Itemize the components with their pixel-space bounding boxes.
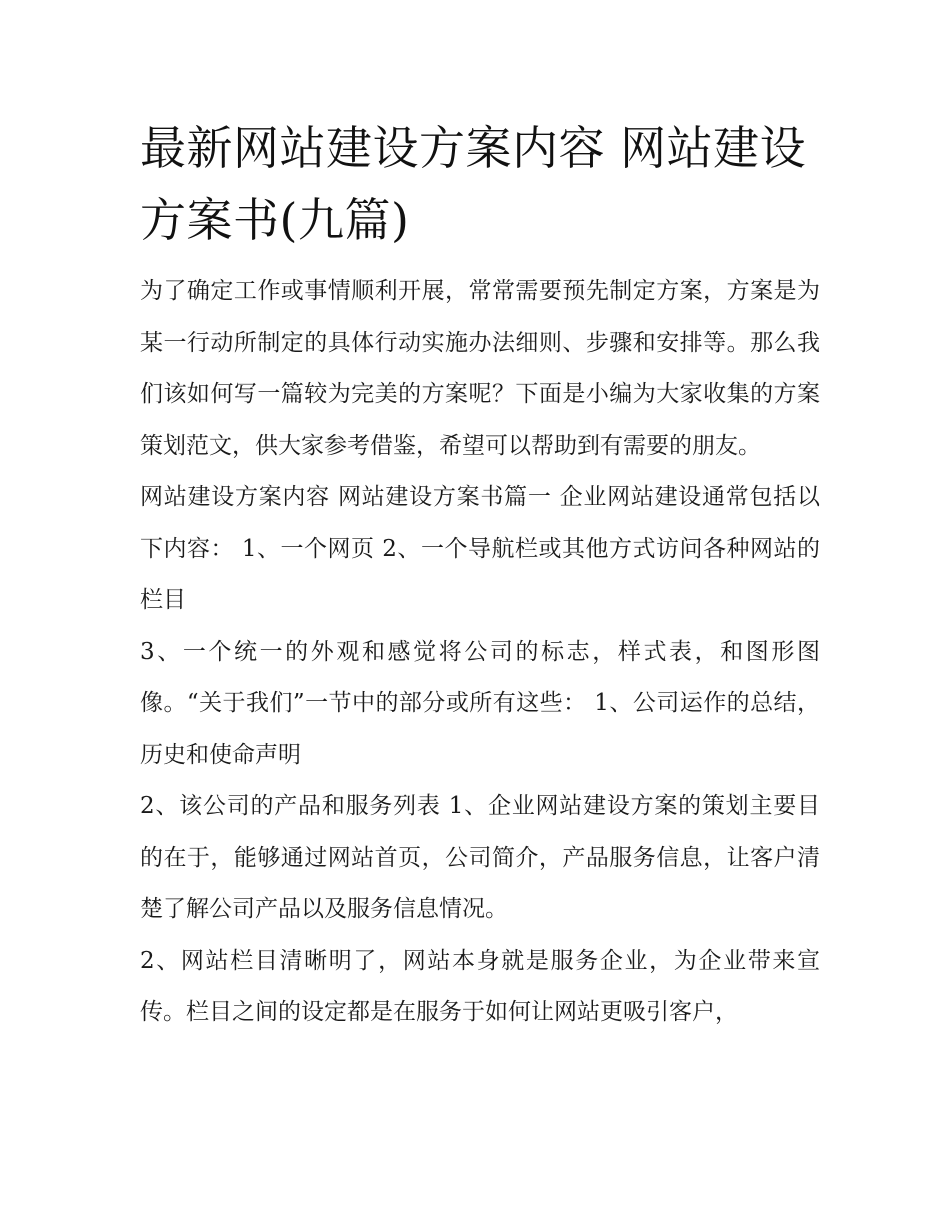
paragraph-item-2-products: 2、该公司的产品和服务列表 1、企业网站建设方案的策划主要目的在于，能够通过网站首页，公司简介，产品服务信息，让客户清楚了解公司产品以及服务信息情况。 xyxy=(140,793,820,922)
document-title: 最新网站建设方案内容 网站建设方案书(九篇) xyxy=(140,121,807,247)
paragraph-section-one: 网站建设方案内容 网站建设方案书篇一 企业网站建设通常包括以下内容： 1、一个网页 2、一个导航栏或其他方式访问各种网站的栏目 xyxy=(140,484,820,613)
paragraph-intro: 为了确定工作或事情顺利开展，常常需要预先制定方案，方案是为某一行动所制定的具体行动实施办法细则、步骤和安排等。那么我们该如何写一篇较为完美的方案呢？下面是小编为大家收集的方案策划范文，供大家参考借鉴，希望可以帮助到有需要的朋友。 xyxy=(140,278,820,459)
paragraph-item-2-columns: 2、网站栏目清晰明了，网站本身就是服务企业，为企业带来宣传。栏目之间的设定都是在服务于如何让网站更吸引客户， xyxy=(140,947,820,1025)
document-body xyxy=(140,112,820,1039)
paragraph-item-3: 3、一个统一的外观和感觉将公司的标志，样式表，和图形图像。“关于我们”一节中的部分或所有这些： 1、公司运作的总结，历史和使命声明 xyxy=(140,638,820,768)
